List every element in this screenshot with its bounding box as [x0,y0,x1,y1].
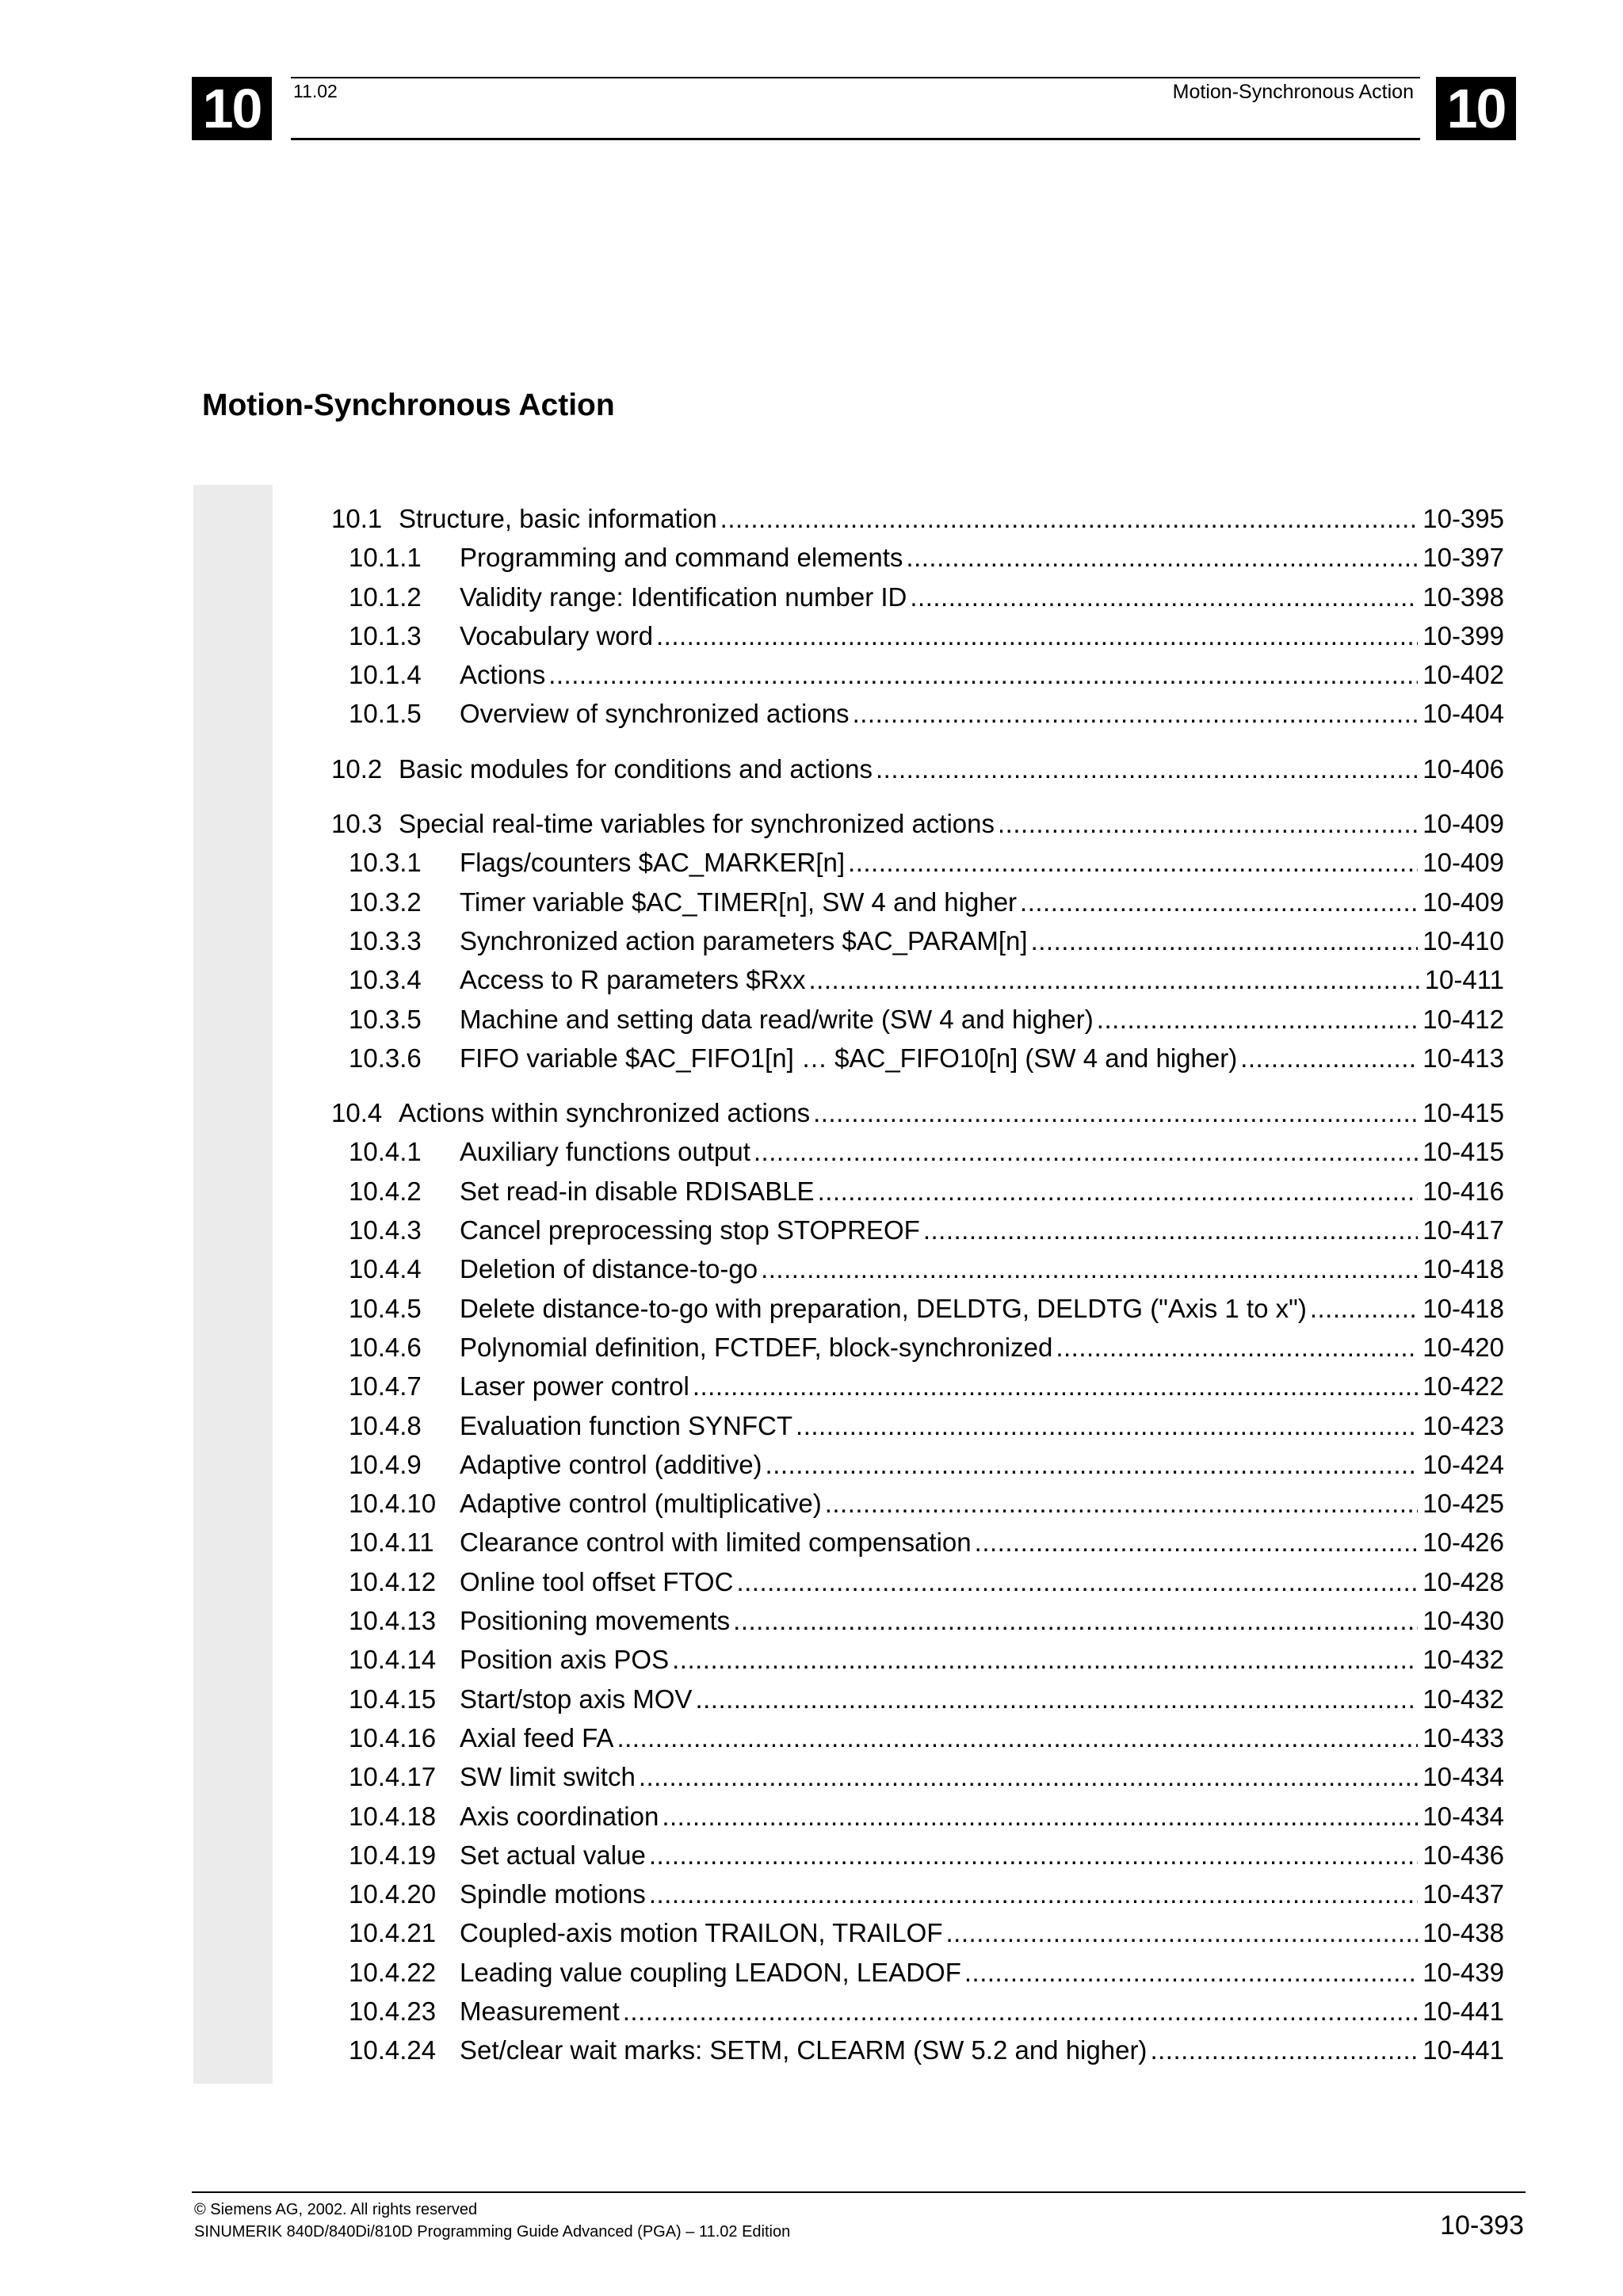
toc-entry[interactable] [331,1562,1504,1601]
toc-dot-leader [910,578,1418,616]
toc-entry-page: 10-404 [1423,699,1504,729]
toc-dot-leader [906,538,1418,577]
toc-dot-leader [548,655,1418,694]
toc-dot-leader [733,1601,1418,1640]
toc-entry-title: Clearance control with limited compensation [460,1527,972,1558]
toc-dot-leader [649,1836,1418,1875]
footer-page-number: 10-393 [1440,2210,1524,2241]
toc-entry[interactable] [331,694,1504,733]
toc-entry-page: 10-430 [1423,1606,1504,1636]
toc-entry-title: Access to R parameters $Rxx [460,965,806,995]
header-date: 11.02 [293,81,338,101]
toc-entry-number: 10.3.4 [349,965,422,995]
toc-entry[interactable] [331,804,1504,843]
toc-entry-title: Basic modules for conditions and actions [399,753,873,784]
toc-entry-title: Position axis POS [460,1645,670,1675]
toc-entry-title: Leading value coupling LEADON, LEADOF [460,1957,961,1987]
toc-entry-number: 10.4.20 [349,1879,437,1909]
toc-entry-title: Delete distance-to-go with preparation, DELDTG, DELDTG ("Axis 1 to x") [460,1293,1307,1323]
toc-entry-page: 10-415 [1423,1137,1504,1167]
toc-entry-number: 10.4.17 [349,1762,437,1792]
toc-entry-title: Flags/counters $AC_MARKER[n] [460,848,846,878]
toc-dot-leader [975,1523,1419,1562]
toc-entry-title: Deletion of distance-to-go [460,1254,758,1284]
toc-dot-leader [998,804,1418,843]
toc-entry-page: 10-432 [1423,1645,1504,1675]
toc-entry[interactable] [331,1797,1504,1836]
toc-entry[interactable] [331,655,1504,694]
toc-entry-number: 10.4.16 [349,1722,437,1753]
toc-dot-leader [617,1718,1418,1757]
toc-entry[interactable] [331,538,1504,577]
toc-dot-leader [848,843,1418,882]
toc-entry-page: 10-418 [1423,1254,1504,1284]
header-rule-bottom [291,138,1420,140]
toc-entry-title: Set read-in disable RDISABLE [460,1176,815,1206]
toc-entry-title: Evaluation function SYNFCT [460,1410,793,1440]
toc-entry[interactable] [331,1039,1504,1077]
toc-entry-page: 10-412 [1423,1004,1504,1034]
toc-entry[interactable] [331,1249,1504,1288]
toc-dot-leader [1097,1000,1418,1039]
toc-entry-number: 10.3 [331,809,383,839]
header-title: Motion-Synchronous Action [1172,81,1414,103]
toc-dot-leader [639,1757,1418,1796]
toc-entry-page: 10-437 [1423,1879,1504,1909]
footer-copyright: © Siemens AG, 2002. All rights reserved [194,2201,478,2218]
toc-entry-title: Cancel preprocessing stop STOPREOF [460,1215,920,1245]
toc-entry[interactable] [331,499,1504,538]
toc-entry-number: 10.3.1 [349,848,422,878]
toc-entry-page: 10-436 [1423,1840,1504,1870]
toc-entry-title: Overview of synchronized actions [460,699,850,729]
toc-entry-title: Vocabulary word [460,620,653,650]
toc-entry[interactable] [331,1757,1504,1796]
toc-entry-title: Timer variable $AC_TIMER[n], SW 4 and higher [460,887,1018,917]
toc-entry[interactable] [331,749,1504,788]
toc-entry-page: 10-402 [1423,660,1504,690]
toc-entry[interactable] [331,1484,1504,1523]
toc-dot-leader [923,1211,1418,1249]
toc-entry-page: 10-409 [1423,848,1504,878]
toc-entry-number: 10.4.22 [349,1957,437,1987]
toc-dot-leader [1240,1039,1418,1077]
toc-entry-page: 10-395 [1423,504,1504,533]
toc-entry-title: Online tool offset FTOC [460,1566,734,1596]
toc-entry-page: 10-418 [1423,1293,1504,1323]
toc-entry[interactable] [331,1132,1504,1171]
toc-entry-title: Positioning movements [460,1606,731,1636]
toc-entry-number: 10.3.6 [349,1043,422,1073]
toc-entry-number: 10.4.1 [349,1137,422,1167]
toc-entry-title: Machine and setting data read/write (SW 4 and higher) [460,1004,1094,1034]
toc-entry-page: 10-397 [1423,543,1504,573]
toc-entry-number: 10.4.6 [349,1332,422,1362]
toc-entry-page: 10-433 [1423,1722,1504,1753]
toc-entry-page: 10-409 [1423,809,1504,839]
toc-entry-page: 10-398 [1423,582,1504,612]
toc-entry-title: Programming and command elements [460,543,903,573]
toc-entry-page: 10-426 [1423,1527,1504,1558]
toc-entry-title: Synchronized action parameters $AC_PARAM[n] [460,925,1028,955]
toc-dot-leader [656,616,1418,655]
toc-entry-title: Polynomial definition, FCTDEF, block-synchronized [460,1332,1053,1362]
toc-entry-page: 10-399 [1423,620,1504,650]
footer-rule [192,2191,1526,2193]
toc-entry[interactable] [331,1640,1504,1679]
toc-entry[interactable] [331,1328,1504,1367]
toc-entry-number: 10.1.4 [349,660,422,690]
toc-entry[interactable] [331,1093,1504,1132]
toc-entry-title: Set actual value [460,1840,646,1870]
toc-entry-number: 10.2 [331,753,383,784]
toc-entry-page: 10-432 [1423,1684,1504,1714]
toc-entry[interactable] [331,1718,1504,1757]
toc-entry[interactable] [331,1211,1504,1249]
toc-entry-page: 10-423 [1423,1410,1504,1440]
toc-entry[interactable] [331,843,1504,882]
toc-dot-leader [662,1797,1418,1836]
toc-entry[interactable] [331,1992,1504,2031]
toc-entry-title: Adaptive control (multiplicative) [460,1489,822,1519]
toc-entry[interactable] [331,921,1504,960]
toc-dot-leader [766,1445,1419,1484]
toc-entry[interactable] [331,1406,1504,1445]
toc-entry-page: 10-441 [1423,1996,1504,2026]
toc-entry[interactable] [331,578,1504,616]
toc-entry-title: Actions [460,660,546,690]
toc-dot-leader [754,1132,1418,1171]
toc-entry-page: 10-434 [1423,1801,1504,1831]
toc-dot-leader [946,1913,1419,1952]
toc-dot-leader [623,1992,1418,2031]
toc-entry-title: Structure, basic information [399,504,717,533]
toc-entry-number: 10.4.4 [349,1254,422,1284]
toc-entry-page: 10-413 [1423,1043,1504,1073]
toc-dot-leader [813,1093,1418,1132]
toc-entry[interactable] [331,1836,1504,1875]
table-of-contents [331,499,1504,2070]
toc-entry-page: 10-406 [1423,753,1504,784]
toc-entry-number: 10.4.18 [349,1801,437,1831]
toc-dot-leader [853,694,1419,733]
toc-entry-title: Coupled-axis motion TRAILON, TRAILOF [460,1918,943,1948]
toc-entry[interactable] [331,960,1504,999]
toc-dot-leader [672,1640,1418,1679]
toc-entry-title: Spindle motions [460,1879,646,1909]
toc-entry[interactable] [331,1601,1504,1640]
toc-dot-leader [1150,2031,1418,2069]
toc-entry-page: 10-417 [1423,1215,1504,1245]
toc-entry-title: Set/clear wait marks: SETM, CLEARM (SW 5.2 and higher) [460,2035,1148,2065]
toc-dot-leader [818,1172,1419,1211]
chapter-number-left: 10 [192,77,272,140]
toc-entry-page: 10-420 [1423,1332,1504,1362]
toc-entry-number: 10.1.2 [349,582,422,612]
toc-entry-title: FIFO variable $AC_FIFO1[n] … $AC_FIFO10[n] (SW 4 and higher) [460,1043,1238,1073]
toc-entry-page: 10-434 [1423,1762,1504,1792]
toc-entry-page: 10-439 [1423,1957,1504,1987]
toc-entry[interactable] [331,1172,1504,1211]
toc-entry-title: Axis coordination [460,1801,659,1831]
toc-entry-number: 10.4.14 [349,1645,437,1675]
toc-dot-leader [825,1484,1419,1523]
toc-entry-number: 10.4.11 [349,1527,434,1558]
toc-entry[interactable] [331,1367,1504,1405]
toc-entry-number: 10.3.5 [349,1004,422,1034]
toc-dot-leader [761,1249,1418,1288]
toc-entry-page: 10-410 [1423,925,1504,955]
toc-dot-leader [695,1680,1418,1718]
toc-entry-title: SW limit switch [460,1762,636,1792]
toc-dot-leader [876,749,1418,788]
toc-dot-leader [964,1953,1418,1992]
toc-entry-page: 10-411 [1424,965,1504,995]
toc-entry[interactable] [331,1289,1504,1328]
toc-entry[interactable] [331,1953,1504,1992]
toc-entry[interactable] [331,1445,1504,1484]
footer-guide-title: SINUMERIK 840D/840Di/810D Programming Guide Advanced (PGA) – 11.02 Edition [194,2223,791,2241]
toc-entry-number: 10.4.8 [349,1410,422,1440]
page-title: Motion-Synchronous Action [202,388,615,422]
toc-entry-number: 10.4.7 [349,1371,422,1402]
toc-entry-number: 10.1.1 [349,543,422,573]
toc-entry-title: Axial feed FA [460,1722,614,1753]
toc-entry-number: 10.4.3 [349,1215,422,1245]
toc-entry-page: 10-441 [1423,2035,1504,2065]
toc-entry-title: Measurement [460,1996,620,2026]
toc-entry[interactable] [331,616,1504,655]
toc-entry-page: 10-415 [1423,1098,1504,1128]
toc-sidebar-bar [193,485,273,2084]
toc-dot-leader [736,1562,1418,1601]
toc-entry-page: 10-409 [1423,887,1504,917]
toc-entry[interactable] [331,1000,1504,1039]
toc-entry-page: 10-424 [1423,1449,1504,1479]
toc-entry[interactable] [331,1523,1504,1562]
toc-entry-page: 10-428 [1423,1566,1504,1596]
toc-entry-page: 10-422 [1423,1371,1504,1402]
toc-entry-title: Auxiliary functions output [460,1137,750,1167]
toc-entry-number: 10.4.2 [349,1176,422,1206]
toc-entry-number: 10.4 [331,1098,383,1128]
toc-dot-leader [796,1406,1418,1445]
toc-entry-title: Special real-time variables for synchronized actions [399,809,995,839]
toc-entry-page: 10-425 [1423,1489,1504,1519]
toc-entry-number: 10.1 [331,504,383,533]
toc-entry-number: 10.4.5 [349,1293,422,1323]
toc-dot-leader [693,1367,1418,1405]
toc-entry-number: 10.4.21 [349,1918,437,1948]
toc-entry-title: Laser power control [460,1371,689,1402]
toc-entry[interactable] [331,1875,1504,1913]
toc-entry-number: 10.4.9 [349,1449,422,1479]
toc-entry-number: 10.4.19 [349,1840,437,1870]
toc-entry-number: 10.4.24 [349,2035,437,2065]
toc-entry[interactable] [331,1913,1504,1952]
toc-entry-number: 10.1.5 [349,699,422,729]
toc-dot-leader [649,1875,1418,1913]
toc-entry-title: Start/stop axis MOV [460,1684,693,1714]
toc-entry-title: Validity range: Identification number ID [460,582,907,612]
toc-dot-leader [1056,1328,1418,1367]
toc-dot-leader [720,499,1419,538]
toc-dot-leader [1020,883,1418,921]
toc-entry-number: 10.3.2 [349,887,422,917]
chapter-number-right: 10 [1436,77,1516,140]
toc-entry[interactable] [331,2031,1504,2069]
toc-entry-number: 10.4.10 [349,1489,437,1519]
toc-entry[interactable] [331,1680,1504,1718]
header-rule-top [291,77,1420,78]
toc-dot-leader [1310,1289,1418,1328]
toc-entry-number: 10.1.3 [349,620,422,650]
toc-entry-number: 10.3.3 [349,925,422,955]
toc-entry-title: Actions within synchronized actions [399,1098,811,1128]
toc-entry-number: 10.4.13 [349,1606,437,1636]
toc-entry[interactable] [331,883,1504,921]
toc-entry-page: 10-438 [1423,1918,1504,1948]
toc-entry-number: 10.4.15 [349,1684,437,1714]
toc-entry-page: 10-416 [1423,1176,1504,1206]
toc-entry-number: 10.4.23 [349,1996,437,2026]
toc-entry-title: Adaptive control (additive) [460,1449,762,1479]
toc-entry-number: 10.4.12 [349,1566,437,1596]
toc-dot-leader [808,960,1419,999]
toc-dot-leader [1031,921,1419,960]
